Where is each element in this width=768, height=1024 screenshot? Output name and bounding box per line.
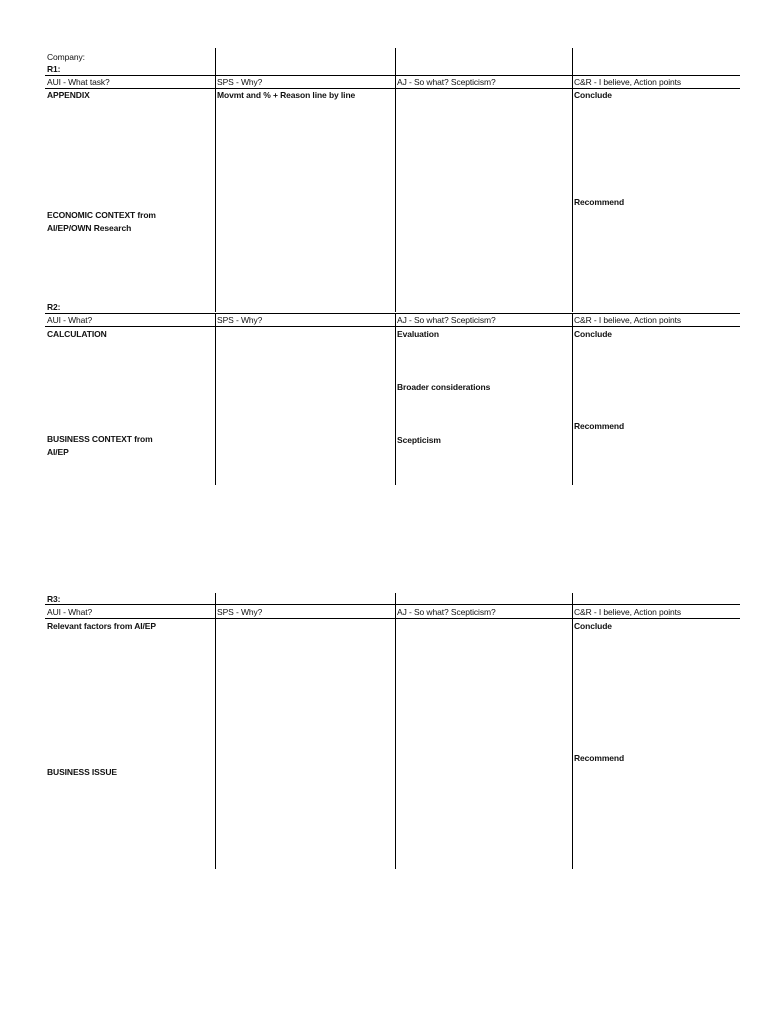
- r2-business-context-line1: BUSINESS CONTEXT from: [47, 434, 153, 444]
- r3-header-sps: SPS - Why?: [217, 607, 263, 617]
- r2-broader-considerations: Broader considerations: [397, 382, 491, 392]
- r2-header-aj: AJ - So what? Scepticism?: [397, 315, 496, 325]
- r2-header-bottom-line: [45, 326, 740, 327]
- r1-col-divider-1: [215, 48, 216, 312]
- r1-col-divider-2: [395, 48, 396, 312]
- r3-conclude: Conclude: [574, 621, 612, 631]
- r1-col-divider-3: [572, 48, 573, 312]
- r2-col-divider-2: [395, 313, 396, 485]
- r3-col-divider-3: [572, 593, 573, 869]
- r2-conclude: Conclude: [574, 329, 612, 339]
- r2-header-aui: AUI - What?: [47, 315, 93, 325]
- r1-recommend: Recommend: [574, 197, 625, 207]
- company-label: Company:: [47, 52, 85, 62]
- r2-evaluation: Evaluation: [397, 329, 439, 339]
- r2-label: R2:: [47, 302, 61, 312]
- r2-business-context-line2: AI/EP: [47, 447, 69, 457]
- r3-label: R3:: [47, 594, 61, 604]
- r1-header-bottom-line: [45, 88, 740, 89]
- r3-business-issue: BUSINESS ISSUE: [47, 767, 117, 777]
- r1-label: R1:: [47, 64, 61, 74]
- r3-header-top-line: [45, 604, 740, 605]
- r2-recommend: Recommend: [574, 421, 625, 431]
- r1-economic-context-line1: ECONOMIC CONTEXT from: [47, 210, 156, 220]
- r3-col-divider-2: [395, 593, 396, 869]
- r1-header-cr: C&R - I believe, Action points: [574, 77, 682, 87]
- r2-header-top-line: [45, 313, 740, 314]
- r2-header-sps: SPS - Why?: [217, 315, 263, 325]
- r2-col-divider-1: [215, 313, 216, 485]
- r1-movement-note: Movmt and % + Reason line by line: [217, 90, 356, 100]
- r2-header-cr: C&R - I believe, Action points: [574, 315, 682, 325]
- r1-header-aj: AJ - So what? Scepticism?: [397, 77, 496, 87]
- r3-header-bottom-line: [45, 618, 740, 619]
- r2-scepticism: Scepticism: [397, 435, 441, 445]
- r1-conclude: Conclude: [574, 90, 612, 100]
- r3-col-divider-1: [215, 593, 216, 869]
- r1-appendix: APPENDIX: [47, 90, 90, 100]
- r1-header-sps: SPS - Why?: [217, 77, 263, 87]
- r3-header-cr: C&R - I believe, Action points: [574, 607, 682, 617]
- r3-header-aj: AJ - So what? Scepticism?: [397, 607, 496, 617]
- r3-relevant-factors: Relevant factors from AI/EP: [47, 621, 156, 631]
- r2-calculation: CALCULATION: [47, 329, 107, 339]
- r1-header-top-line: [45, 75, 740, 76]
- r3-header-aui: AUI - What?: [47, 607, 93, 617]
- r1-economic-context-line2: AI/EP/OWN Research: [47, 223, 132, 233]
- r2-col-divider-3: [572, 313, 573, 485]
- r1-header-aui: AUI - What task?: [47, 77, 110, 87]
- r3-recommend: Recommend: [574, 753, 625, 763]
